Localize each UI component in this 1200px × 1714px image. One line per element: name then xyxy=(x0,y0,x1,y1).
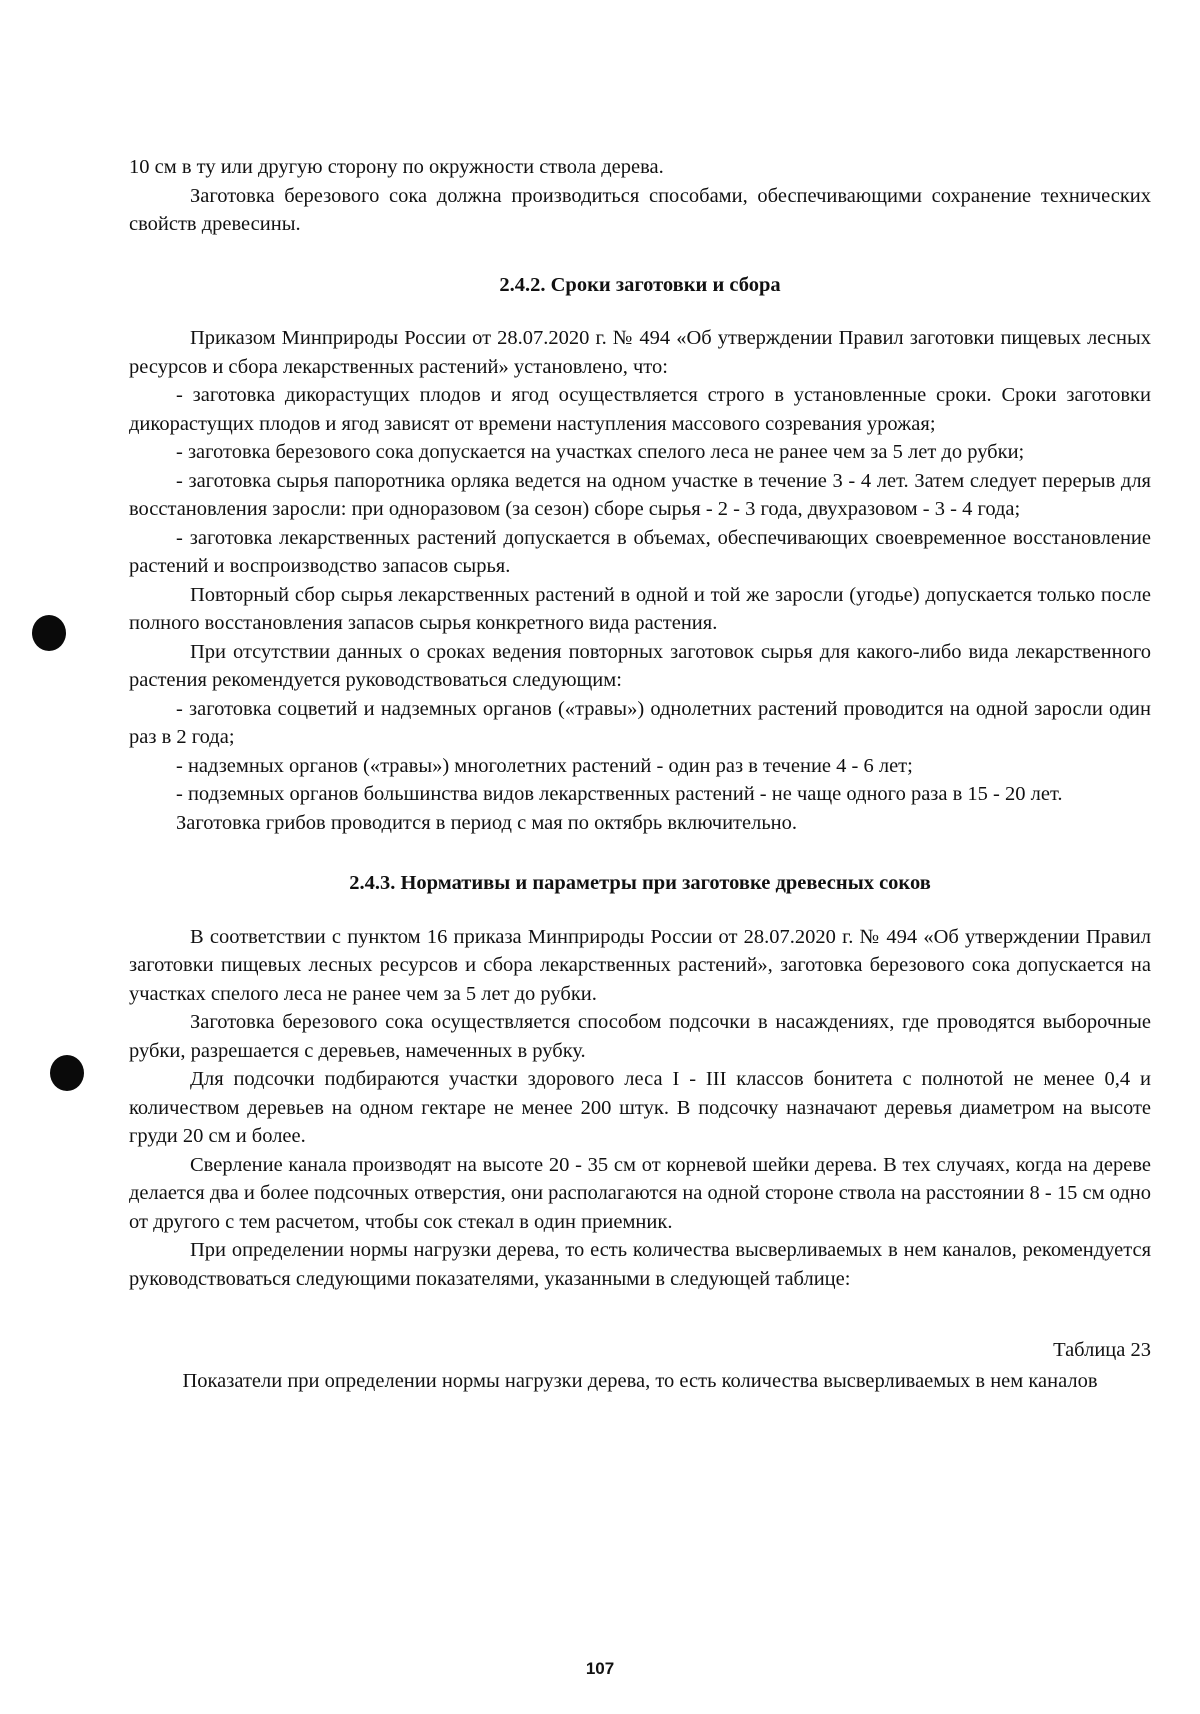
list-item: - заготовка дикорастущих плодов и ягод осуществляется строго в установленные сроки. Сроки заготовки дикорастущих плодов и ягод зависят от времени наступления массового созревания урожая; xyxy=(129,384,1151,435)
paragraph: Заготовка березового сока осуществляется способом подсочки в насаждениях, где проводятся выборочные рубки, разрешается с деревьев, намеченных в рубку. xyxy=(129,1011,1151,1062)
paragraph: Повторный сбор сырья лекарственных растений в одной и той же заросли (угодье) допускается только после полного восстановления запасов сырья конкретного вида растения. xyxy=(129,583,1151,634)
list-item: - надземных органов («травы») многолетних растений - один раз в течение 4 - 6 лет; xyxy=(176,754,913,777)
paragraph: Приказом Минприроды России от 28.07.2020 г. № 494 «Об утверждении Правил заготовки пищевых лесных ресурсов и сбора лекарственных растений» установлено, что: xyxy=(129,327,1151,378)
list-item: - подземных органов большинства видов лекарственных растений - не чаще одного раза в 15 - 20 лет. xyxy=(176,783,1063,805)
paragraph: Для подсочки подбираются участки здорового леса I - III классов бонитета с полнотой не менее 0,4 и количеством деревьев на одном гектаре не менее 200 штук. В подсочку назначают деревья диаметром на высоте груди 20 см и более. xyxy=(129,1068,1151,1147)
paragraph: При определении нормы нагрузки дерева, то есть количества высверливаемых в нем каналов, рекомендуется руководствоваться следующими показателями, указанными в следующей таблице: xyxy=(129,1239,1151,1290)
list-item: - заготовка березового сока допускается на участках спелого леса не ранее чем за 5 лет до рубки; xyxy=(176,441,1025,463)
table-caption: Показатели при определении нормы нагрузки дерева, то есть количества высверливаемых в нем каналов xyxy=(182,1369,1098,1392)
page-number: 107 xyxy=(585,1659,615,1678)
page-body xyxy=(129,153,1151,1395)
section-heading: 2.4.2. Сроки заготовки и сбора xyxy=(499,273,781,296)
punch-hole-mark xyxy=(32,615,66,651)
paragraph: В соответствии с пунктом 16 приказа Минприроды России от 28.07.2020 г. № 494 «Об утверждении Правил заготовки пищевых лесных ресурсов и сбора лекарственных растений», заготовка березового сока допускается на участках спелого леса не ранее чем за 5 лет до рубки. xyxy=(129,925,1151,1005)
list-item: - заготовка соцветий и надземных органов («травы») однолетних растений проводится на одной заросли один раз в 2 года; xyxy=(129,697,1151,748)
section-heading: 2.4.3. Нормативы и параметры при заготовке древесных соков xyxy=(349,872,931,894)
paragraph: 10 см в ту или другую сторону по окружности ствола дерева. xyxy=(129,156,664,178)
table-number: Таблица 23 xyxy=(1053,1339,1151,1361)
punch-hole-mark xyxy=(50,1055,84,1091)
paragraph: Сверление канала производят на высоте 20 - 35 см от корневой шейки дерева. В тех случаях, когда на дереве делается два и более подсочных отверстия, они располагаются на одной стороне ствола на расстоянии 8 - 15 см одно от другого с тем расчетом, чтобы сок стекал в один приемник. xyxy=(129,1153,1151,1233)
paragraph: При отсутствии данных о сроках ведения повторных заготовок сырья для какого-либо вида лекарственного растения рекомендуется руководствоваться следующим: xyxy=(129,640,1151,691)
list-item: - заготовка лекарственных растений допускается в объемах, обеспечивающих своевременное восстановление растений и воспроизводство запасов сырья. xyxy=(129,526,1151,577)
list-item: - заготовка сырья папоротника орляка ведется на одном участке в течение 3 - 4 лет. Затем следует перерыв для восстановления заросли: при одноразовом (за сезон) сборе сырья - 2 - 3 года, двухразовом - 3 - 4 года; xyxy=(129,469,1151,520)
paragraph: Заготовка березового сока должна производиться способами, обеспечивающими сохранение технических свойств древесины. xyxy=(129,184,1151,235)
paragraph: Заготовка грибов проводится в период с мая по октябрь включительно. xyxy=(176,811,798,834)
